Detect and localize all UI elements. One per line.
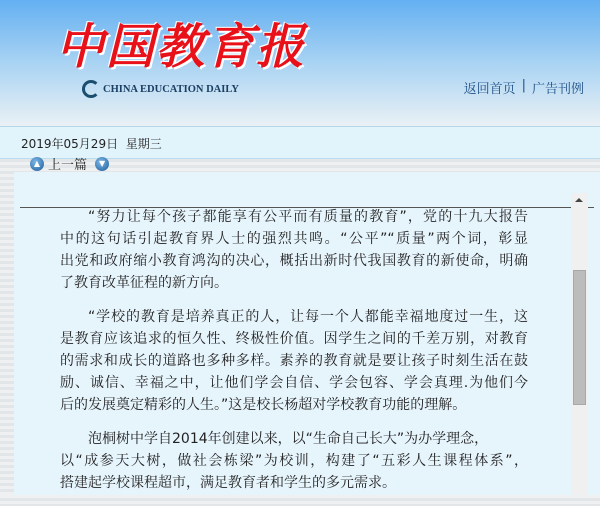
arrow-up-circle-icon[interactable]: ▲: [30, 157, 44, 171]
text-line: 泡桐树中学自2014年创建以来，以“生命自己长大”为办学理念，: [88, 431, 489, 447]
text-line: 的需求和成长的道路也多种多样。素养的教育就是要让孩子时刻生活在鼓: [60, 353, 528, 369]
text-line: “学校的教育是培养真正的人，让每一个人都能幸福地度过一生，这: [88, 309, 528, 325]
prev-article-link[interactable]: 上一篇: [48, 158, 88, 173]
ad-rates-link[interactable]: 广告刊例: [531, 82, 584, 97]
paragraph: [60, 206, 528, 294]
site-header: [0, 0, 600, 127]
text-line: 搭建起学校课程超市，满足教育者和学生的多元需求。: [60, 475, 396, 491]
text-line: 以“成参天大树，做社会栋梁”为校训，构建了“五彩人生课程体系”，: [60, 453, 528, 469]
logo[interactable]: 中国教育报: [56, 19, 307, 75]
scrollbar[interactable]: [571, 193, 588, 495]
text-line: 是教育应该追求的恒久性、终极性价值。因学生之间的千差万别，对教育: [60, 331, 528, 347]
date-text: 2019年05月29日 星期三: [21, 137, 162, 151]
scrollbar-thumb[interactable]: [573, 270, 586, 405]
text-line: 中的这句话引起教育界人士的强烈共鸣。“公平”“质量”两个词，彰显: [60, 231, 528, 247]
top-links: [464, 78, 584, 97]
logo-mark-icon: [82, 80, 100, 98]
text-line: 了教育改革征程的新方向。: [60, 275, 228, 291]
paragraph: [60, 306, 528, 416]
article-nav: [30, 154, 109, 173]
home-link[interactable]: 返回首页: [463, 82, 516, 97]
text-line: 励、诚信、幸福之中，让他们学会自信、学会包容、学会真理.为他们今: [60, 375, 528, 391]
text-line: 后的发展奠定精彩的人生。”这是校长杨超对学校教育功能的理解。: [60, 397, 467, 413]
arrow-down-circle-icon[interactable]: ▼: [95, 157, 109, 171]
logo-english-text: CHINA EDUCATION DAILY: [103, 83, 239, 95]
separator: |: [521, 78, 526, 93]
text-line: 出党和政府缩小教育鸿沟的决心，概括出新时代我国教育的新使命，明确: [60, 253, 528, 269]
paragraph: [60, 428, 528, 494]
scroll-up-arrow-icon[interactable]: [575, 198, 583, 202]
text-line: “努力让每个孩子都能享有公平而有质量的教育”，党的十九大报告: [88, 209, 528, 225]
article-body: [60, 206, 528, 506]
logo-english: [82, 80, 239, 98]
